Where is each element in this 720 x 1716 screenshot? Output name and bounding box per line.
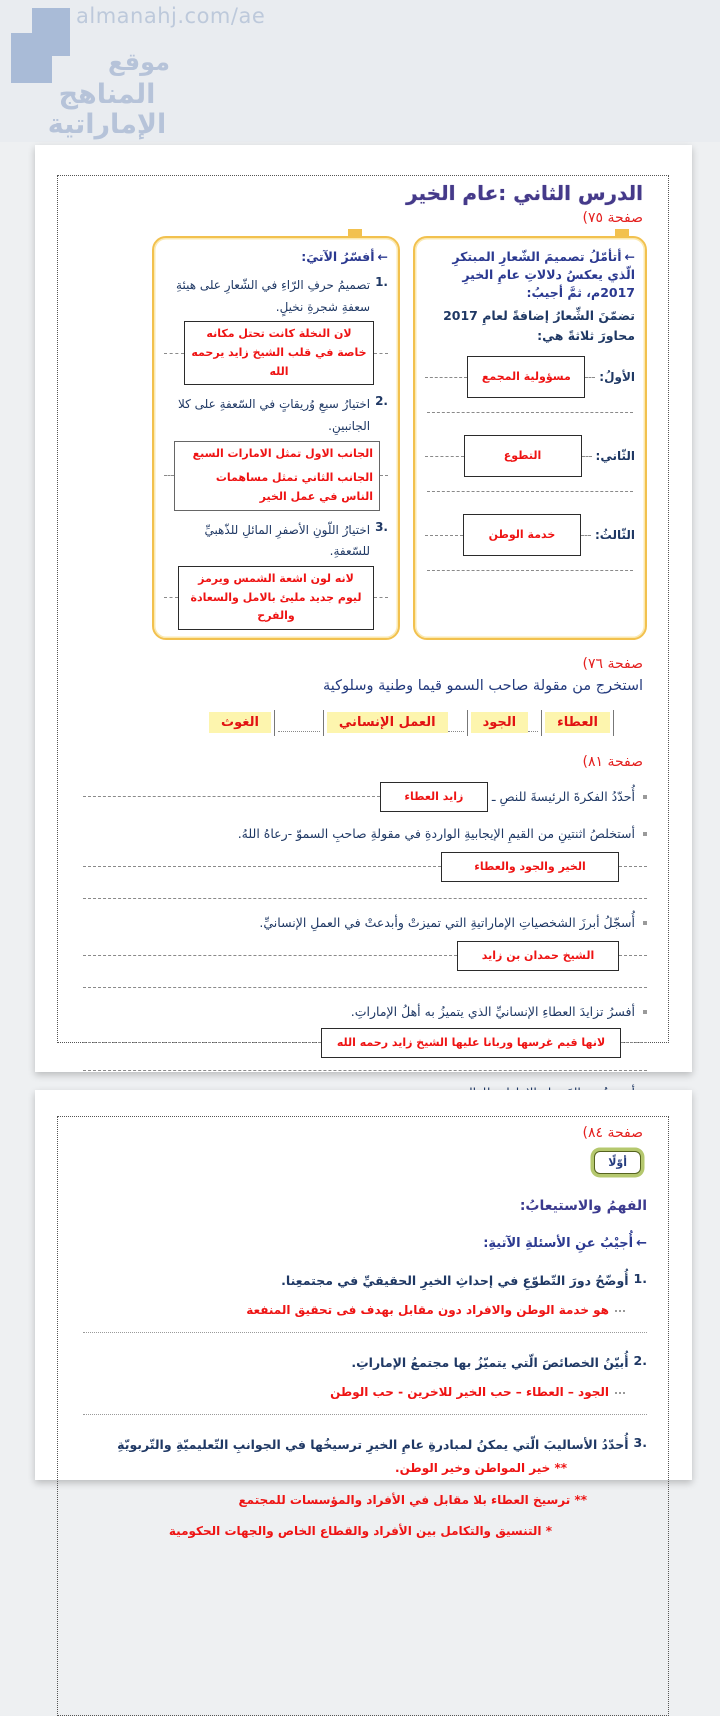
axis-label: الأولُ: [599,370,635,385]
question-text: أُسجّلُ أبرزَ الشخصياتِ الإماراتيةِ التي تميزتْ وأبدعتْ في العملِ الإنسانيِّ. [259,914,635,930]
axis-label: الثّاني: [595,449,635,464]
dash [585,377,595,378]
page-84-label: صفحة ٨٤) [582,1125,643,1141]
explain-box [152,236,400,640]
axis-item [425,435,635,477]
value-chip: العطاء [545,712,610,733]
worksheet-page-1 [35,145,692,1072]
arrow-icon: ← [377,249,388,264]
explain-question: 3. اختيارُ اللّونِ الأصفرِ المائلِ للذّهبيِّ للسّعفةِ. [164,520,388,563]
answer-box: زايد العطاء [380,782,488,812]
dash [83,866,441,867]
question-number: 3. [375,519,388,534]
dash [380,475,388,476]
question-row [83,1435,647,1455]
question-text: أُوضّحُ دورَ التّطوّعِ في إحداثِ الخيرِ الحقيقيِّ في مجتمعِنا. [281,1273,629,1288]
question-number: 2. [375,394,388,409]
answer-box: لانه لون اشعة الشمس ويرمز ليوم جديد مليئ بالامل والسعادة والفرح [178,566,374,630]
extract-values-prompt: استخرج من مقولة صاحب السمو قيما وطنية وسلوكية [323,677,643,694]
reflect-box-header: ←أتأمّلُ تصميمَ الشّعارِ المبتكرِ الّذي يعكسُ دلالاتِ عامِ الخيرِ 2017م، ثمَّ أجيبُ: [452,249,635,301]
watermark-logo-word: موقع [108,48,171,76]
qa-item [83,782,647,812]
dash [164,353,184,354]
page-76-label: صفحة ٧٦) [582,655,643,672]
value-chip: العمل الإنساني [327,712,448,733]
answer-text: ** ترسيخ العطاء بلا مقابل في الأفراد والمؤسسات للمجتمع [238,1492,587,1507]
answer-box: خدمة الوطن [463,514,581,556]
page-81-label: صفحة ٨١) [582,753,643,770]
page-75-boxes [83,236,647,640]
dashed-line [83,987,647,988]
first-badge: أوّلًا [594,1151,641,1174]
separator-bar [323,710,324,736]
dash [582,456,592,457]
almanahj-logo-square-icon [11,33,52,83]
dash [425,377,467,378]
question-number: 1. [375,275,388,290]
question-text: أُحدّدُ الفكرةَ الرئيسةَ للنصِ ـ [491,788,635,804]
explain-box-header: ←أفسّرُ الآتيَ: [301,249,388,264]
dash [425,535,463,536]
qa-item [83,1002,647,1071]
explain-answer-row [164,321,388,385]
dash [621,1042,647,1043]
question-number: 2. [633,1353,647,1369]
dash [374,353,388,354]
separator-bar [541,710,542,736]
explain-question: 1. تصميمُ حرفِ الرّاءِ في الشّعارِ على هيئةِ سعفةِ شجرةِ نخيلٍ. [164,275,388,318]
dash [425,456,464,457]
logo-reflection-box [413,236,647,640]
watermark-logo-name: المناهج الإماراتية [47,79,167,140]
answer-text: هو خدمة الوطن والافراد دون مقابل بهدف فى تحقيق المنفعة [83,1301,625,1320]
dotted-lead [278,731,320,732]
separator-bar [467,710,468,736]
axis-item [425,356,635,398]
answer-instruction: ←أُجيْبُ عنِ الأسئلةِ الآتيةِ: [483,1236,647,1251]
dotted-separator [83,1332,647,1333]
lesson-title: الدرس الثاني :عام الخير [406,181,643,205]
answer-box: لانها قيم غرسها وربانا عليها الشيخ زايد رحمه الله [321,1028,621,1058]
answer-text: ** خير المواطن وخير الوطن. [395,1461,567,1476]
answer-text: * التنسيق والتكامل بين الأفراد والقطاع الخاص والجهات الحكومية [168,1523,552,1538]
bullet-icon [643,921,647,925]
question-text: أُحدّدُ الأساليبَ الّتي يمكنُ لمبادرةِ عامِ الخيرِ ترسيخُها في الجوانبِ التّعليميّةِ والتّربويّةِ [117,1437,629,1453]
explain-question: 2. اختيارُ سبعِ وُريقاتٍ في السّعفةِ على كلا الجانبينِ. [164,394,388,437]
reflect-box-intro: تضمّنَ الشِّعارُ إضافةً لعامِ 2017 محاورَ ثلاثةً هي: [443,308,635,344]
bullet-icon [643,832,647,836]
qa-item [83,913,647,988]
dotted-lead [528,731,538,732]
question-text: أستخلصُ اثنتينِ من القيمِ الإيجابيةِ الواردةِ في مقولةِ صاحبِ السموّ -رعاهُ اللهُ. [237,825,635,841]
question-text: أُبيّنُ الخصائصَ الّتي يتميّزُ بها مجتمعُ الإماراتِ. [351,1355,629,1371]
separator-bar [274,710,275,736]
box-tab-icon [348,229,362,238]
worksheet-page-2 [35,1090,692,1538]
dashed-line [83,1070,647,1071]
dash [83,1042,321,1043]
question-row [83,1271,647,1291]
dash [83,796,380,797]
dashed-line [83,898,647,899]
answer-box: الشيخ حمدان بن زايد [457,941,619,971]
axis-item [425,514,635,556]
dash [581,535,591,536]
arrow-icon: ← [636,1236,647,1251]
bullet-icon [643,1010,647,1014]
dash [374,597,388,598]
question-number: 1. [633,1271,647,1286]
arrow-icon: ← [624,249,635,264]
comprehension-title: الفهمُ والاستيعابُ: [519,1198,647,1214]
value-chip: الجود [471,712,529,733]
watermark-url: almanahj.com/ae [76,4,266,28]
answer-box: لان النخلة كانت تحتل مكانه خاصة في قلب الشيخ زايد يرحمه الله [184,321,374,385]
box-tab-icon [615,229,629,238]
dashed-line [427,491,633,492]
dash [164,475,174,476]
question-text: أفسرُ تزايدَ العطاءِ الإنسانيِّ الذي يتميزُ به أهلُ الإماراتِ. [350,1003,635,1019]
dash [619,866,647,867]
explain-answer-row [164,441,388,511]
watermark-header [0,0,720,142]
answer-text: الجود – العطاء – حب الخير للاخرين - حب الوطن [83,1383,625,1402]
explain-answer-row [164,566,388,630]
answer-box: الجانب الاول تمثل الامارات السبع الجانب الثاني تمثل مساهمات الناس في عمل الخير [174,441,380,511]
answer-box: التطوع [464,435,582,477]
dotted-separator [83,1414,647,1415]
answer-box: الخير والجود والعطاء [441,852,619,882]
qa-item [83,824,647,899]
question-row [83,1353,647,1373]
bullet-icon [643,795,647,799]
dash [83,955,457,956]
question-number: 3. [633,1435,647,1451]
dashed-line [427,412,633,413]
axis-label: الثّالثُ: [594,528,635,543]
dashed-line [427,570,633,571]
page-75-label: صفحة ٧٥) [582,210,643,226]
values-row [173,710,617,736]
separator-bar [613,710,614,736]
answer-box: مسؤولية المجمع [467,356,585,398]
dash [619,955,647,956]
dash [164,597,178,598]
value-chip: الغوث [209,712,271,733]
dotted-lead [448,731,464,732]
